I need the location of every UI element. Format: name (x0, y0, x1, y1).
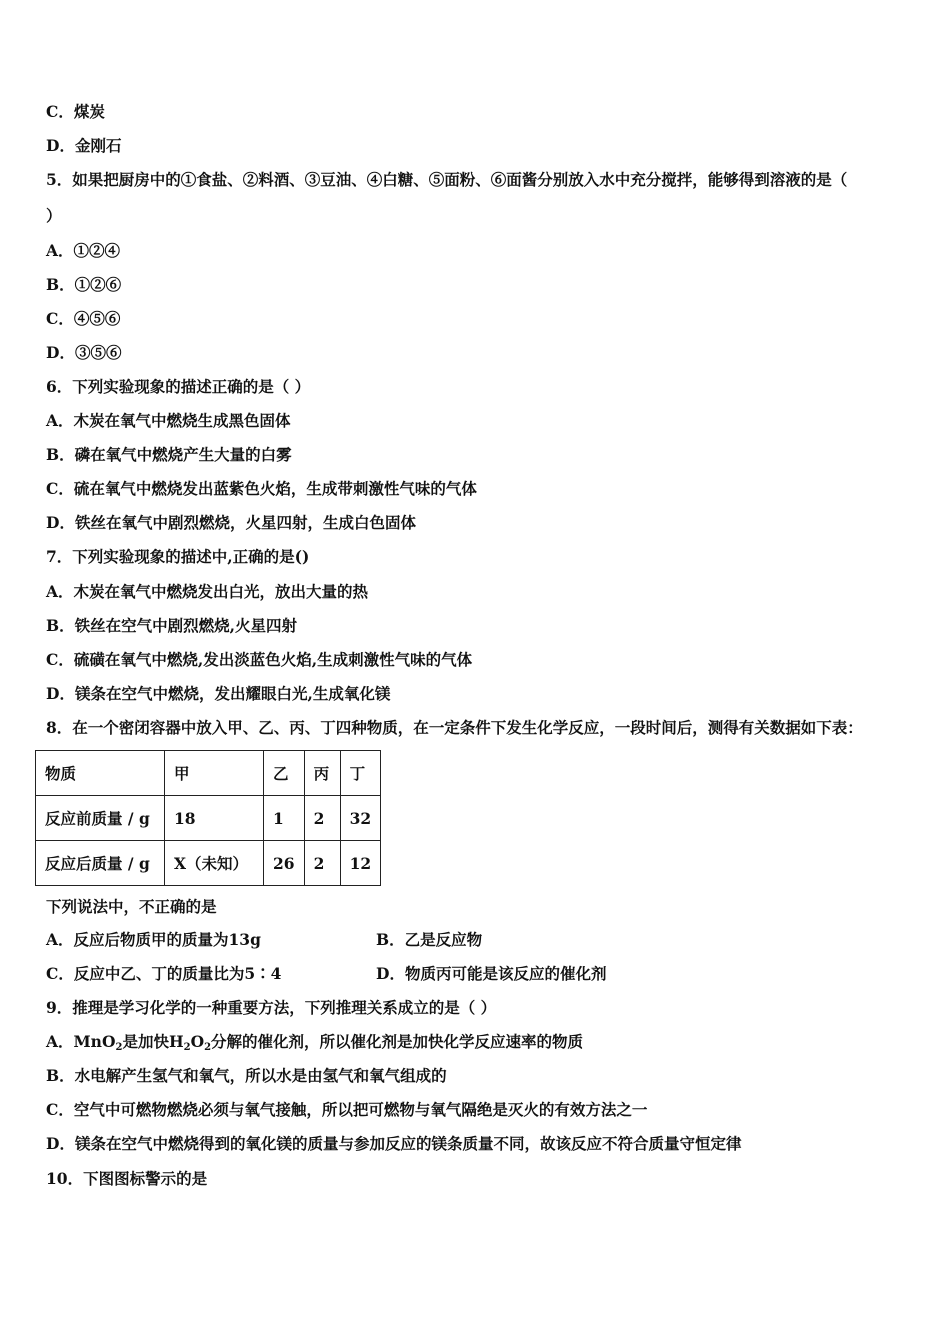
q7-option-d: D．镁条在空气中燃烧，发出耀眼白光,生成氧化镁 (46, 684, 391, 703)
table-header-cell: 丁 (340, 751, 381, 796)
q10-stem: 10．下图图标警示的是 (46, 1169, 208, 1188)
table-cell: 18 (165, 796, 264, 841)
q6-stem: 6．下列实验现象的描述正确的是（ ） (46, 377, 311, 396)
q5-option-b: B．①②⑥ (46, 275, 122, 294)
q9-a-oxygen: O (190, 1032, 205, 1051)
q8-option-d: D．物质丙可能是该反应的催化剂 (376, 964, 607, 983)
table-cell: X（未知） (165, 841, 264, 886)
table-header-cell: 物质 (36, 751, 165, 796)
q9-option-a (46, 1032, 583, 1052)
subscript: 2 (204, 1042, 212, 1053)
table-header-cell: 丙 (304, 751, 340, 796)
q8-option-b: B．乙是反应物 (376, 930, 483, 949)
q6-option-b: B．磷在氧气中燃烧产生大量的白雾 (46, 445, 292, 464)
table-header-cell: 乙 (264, 751, 305, 796)
q5-option-a: A．①②④ (46, 241, 121, 260)
q7-option-a: A．木炭在氧气中燃烧发出白光，放出大量的热 (46, 582, 369, 601)
subscript: 2 (115, 1042, 123, 1053)
subscript: 2 (183, 1042, 191, 1053)
q6-option-a: A．木炭在氧气中燃烧生成黑色固体 (46, 411, 291, 430)
q9-a-suffix: 分解的催化剂，所以催化剂是加快化学反应速率的物质 (211, 1032, 584, 1051)
table-header-row (36, 751, 381, 796)
q9-option-b: B．水电解产生氢气和氧气，所以水是由氢气和氧气组成的 (46, 1066, 447, 1085)
table-cell: 12 (340, 841, 381, 886)
q8-follow-text: 下列说法中，不正确的是 (46, 897, 217, 916)
q4-option-d: D．金刚石 (46, 136, 122, 155)
table-cell: 32 (340, 796, 381, 841)
table-cell: 反应前质量 / g (36, 796, 165, 841)
q5-option-c: C．④⑤⑥ (46, 309, 121, 328)
table-row (36, 841, 381, 886)
q8-option-a: A．反应后物质甲的质量为13g (46, 930, 261, 949)
q5-option-d: D．③⑤⑥ (46, 343, 122, 362)
table-cell: 2 (304, 796, 340, 841)
q6-option-c: C．硫在氧气中燃烧发出蓝紫色火焰，生成带刺激性气味的气体 (46, 479, 477, 498)
q7-option-c: C．硫磺在氧气中燃烧,发出淡蓝色火焰,生成刺激性气味的气体 (46, 650, 473, 669)
table-cell: 反应后质量 / g (36, 841, 165, 886)
q7-stem: 7．下列实验现象的描述中,正确的是() (46, 547, 310, 566)
q9-option-c: C．空气中可燃物燃烧必须与氧气接触，所以把可燃物与氧气隔绝是灭火的有效方法之一 (46, 1100, 648, 1119)
q8-stem: 8．在一个密闭容器中放入甲、乙、丙、丁四种物质，在一定条件下发生化学反应，一段时间后，测得有关数据如下表： (46, 718, 863, 737)
q9-a-mid: 是加快H (122, 1032, 184, 1051)
q5-stem-line1: 5．如果把厨房中的①食盐、②料酒、③豆油、④白糖、⑤面粉、⑥面酱分别放入水中充分搅拌，能够得到溶液的是（ (46, 170, 848, 189)
q9-stem: 9．推理是学习化学的一种重要方法，下列推理关系成立的是（ ） (46, 998, 497, 1017)
table-cell: 1 (264, 796, 305, 841)
table-header-cell: 甲 (165, 751, 264, 796)
q9-a-prefix: A．MnO (46, 1032, 116, 1051)
table-cell: 26 (264, 841, 305, 886)
q8-data-table (35, 750, 381, 886)
q5-stem-line2: ） (46, 206, 62, 225)
q8-option-c: C．反应中乙、丁的质量比为5∶4 (46, 964, 282, 983)
q6-option-d: D．铁丝在氧气中剧烈燃烧，火星四射，生成白色固体 (46, 513, 416, 532)
q9-option-d: D．镁条在空气中燃烧得到的氧化镁的质量与参加反应的镁条质量不同，故该反应不符合质量守恒定律 (46, 1134, 742, 1153)
q7-option-b: B．铁丝在空气中剧烈燃烧,火星四射 (46, 616, 297, 635)
table-cell: 2 (304, 841, 340, 886)
q4-option-c: C．煤炭 (46, 102, 105, 121)
table-row (36, 796, 381, 841)
